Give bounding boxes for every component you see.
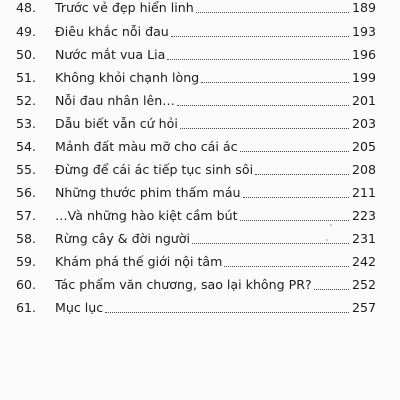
toc-entry-title: Mục lục xyxy=(55,300,104,315)
dot-leader xyxy=(240,150,349,152)
toc-entry xyxy=(16,206,376,226)
toc-entry xyxy=(16,160,376,180)
toc-entry-title: Trước vẻ đẹp hiển linh xyxy=(55,0,194,15)
toc-entry xyxy=(16,298,376,318)
toc-entry xyxy=(16,0,376,18)
toc-entry-title: Điêu khắc nỗi đau xyxy=(55,24,169,39)
toc-entry-page: 199 xyxy=(351,70,376,85)
toc-entry-title: …Và những hào kiệt cầm bút xyxy=(55,208,238,223)
dot-leader xyxy=(167,58,349,60)
toc-entry xyxy=(16,229,376,249)
toc-entry-number: 56. xyxy=(16,185,37,200)
toc-entry xyxy=(16,45,376,65)
dot-leader xyxy=(180,127,349,129)
toc-entry xyxy=(16,183,376,203)
toc-entry-title: Nỗi đau nhân lên… xyxy=(55,93,175,108)
toc-entry-page: 193 xyxy=(351,24,376,39)
dot-leader xyxy=(201,81,349,83)
toc-entry-title: Những thước phim thấm máu xyxy=(55,185,241,200)
toc-entry-title: Nước mắt vua Lia xyxy=(55,47,166,62)
toc-entry-page: 208 xyxy=(351,162,376,177)
toc-entry-number: 53. xyxy=(16,116,37,131)
toc-entry-page: 189 xyxy=(351,0,376,15)
dot-leader xyxy=(314,288,349,290)
dot-leader xyxy=(171,35,349,37)
toc-entry-page: 205 xyxy=(351,139,376,154)
dot-leader xyxy=(243,196,349,198)
dot-leader xyxy=(240,219,349,221)
paper-speck xyxy=(326,239,328,241)
toc-entry-number: 48. xyxy=(16,0,37,15)
toc-entry-page: 203 xyxy=(351,116,376,131)
toc-entry-number: 58. xyxy=(16,231,37,246)
toc-entry xyxy=(16,275,376,295)
dot-leader xyxy=(196,11,349,13)
toc-entry-title: Đừng để cái ác tiếp tục sinh sôi xyxy=(55,162,254,177)
toc-entry-number: 49. xyxy=(16,24,37,39)
toc-entry-title: Tác phẩm văn chương, sao lại không PR? xyxy=(55,277,312,292)
toc-entry-number: 52. xyxy=(16,93,37,108)
dot-leader xyxy=(224,265,349,267)
toc-entry-number: 51. xyxy=(16,70,37,85)
toc-entry-number: 55. xyxy=(16,162,37,177)
toc-entry-title: Dẫu biết vẫn cứ hỏi xyxy=(55,116,178,131)
dot-leader xyxy=(177,104,349,106)
toc-entry xyxy=(16,252,376,272)
toc-entry-page: 242 xyxy=(351,254,376,269)
toc-entry-page: 196 xyxy=(351,47,376,62)
toc-entry-title: Khám phá thế giới nội tâm xyxy=(55,254,223,269)
toc-entry-number: 54. xyxy=(16,139,37,154)
toc-entry-title: Rừng cây & đời người xyxy=(55,231,190,246)
toc-entry-number: 61. xyxy=(16,300,37,315)
toc-entry xyxy=(16,91,376,111)
dot-leader xyxy=(255,173,349,175)
toc-entry-page: 252 xyxy=(351,277,376,292)
toc-entry-number: 60. xyxy=(16,277,37,292)
dot-leader xyxy=(192,242,349,244)
dot-leader xyxy=(105,311,349,313)
toc-entry xyxy=(16,114,376,134)
toc-entry xyxy=(16,22,376,42)
toc-entry-page: 231 xyxy=(351,231,376,246)
toc-entry-number: 59. xyxy=(16,254,37,269)
toc-entry xyxy=(16,68,376,88)
toc-entry-number: 50. xyxy=(16,47,37,62)
toc-entry-title: Không khỏi chạnh lòng xyxy=(55,70,200,85)
toc-entry-title: Mảnh đất màu mỡ cho cái ác xyxy=(55,139,238,154)
toc-entry-number: 57. xyxy=(16,208,37,223)
toc-entry-page: 223 xyxy=(351,208,376,223)
toc-entry-page: 257 xyxy=(351,300,376,315)
toc-entry xyxy=(16,137,376,157)
toc-entry-page: 201 xyxy=(351,93,376,108)
toc-entry-page: 211 xyxy=(351,185,376,200)
paper-speck xyxy=(330,224,332,226)
